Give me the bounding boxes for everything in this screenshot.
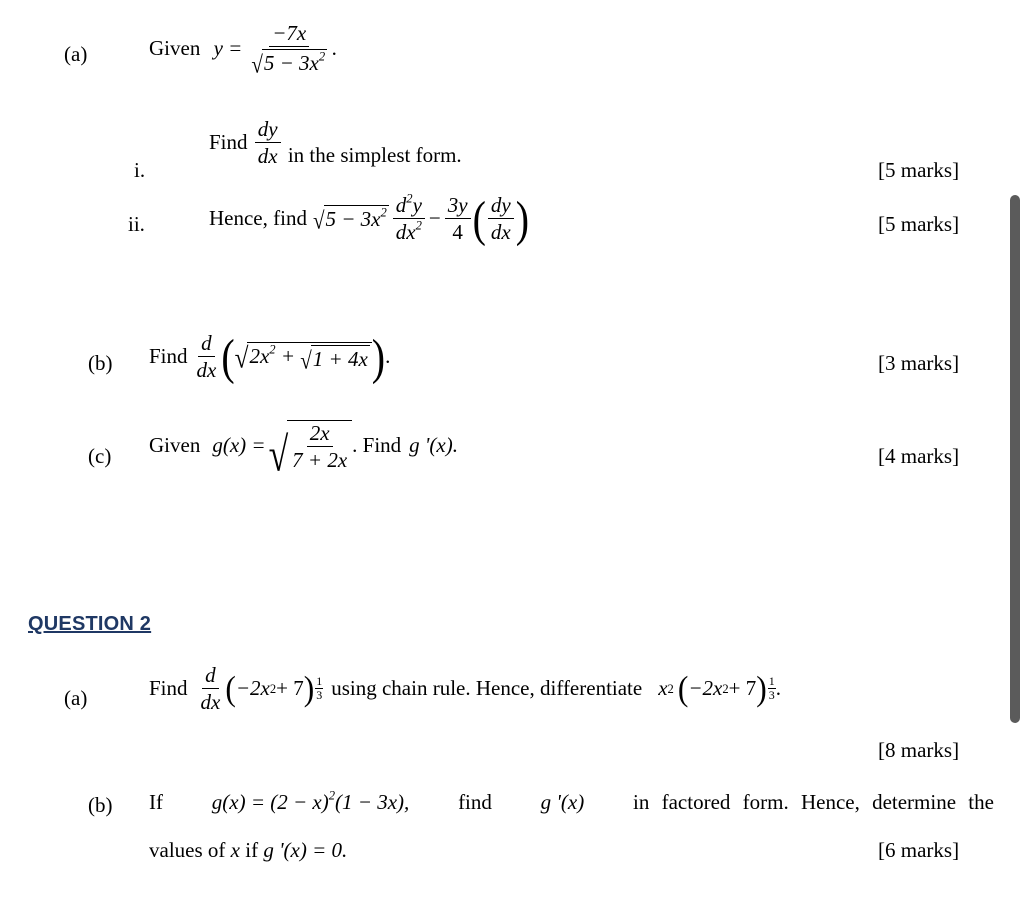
gprime-q2b: g '(x) xyxy=(540,790,585,814)
three-y: 3y xyxy=(445,194,471,219)
part-c-marks: [4 marks] xyxy=(878,444,960,468)
q2a-middle: using chain rule. Hence, differentiate xyxy=(331,676,643,701)
y-equals: y = xyxy=(213,36,243,61)
part-c-text: Given g(x) = √ $\frac{2x}{7 + 2x}$ . Find g '(x). xyxy=(149,421,458,482)
radicand-ii: 5 − 3x xyxy=(325,207,381,232)
radicand: 5 − 3x xyxy=(263,51,319,76)
sub-i-text xyxy=(209,118,462,167)
c-den: 7 + 2x xyxy=(292,448,348,473)
inner1: 2x xyxy=(249,343,270,368)
part-b-text: Find $\frac{d}{dx}$ ( √ $2x^2$ + √ 1 + 4x ) . xyxy=(149,327,391,385)
part-b-marks: [3 marks] xyxy=(878,351,960,375)
part-c-label: (c) xyxy=(88,444,112,468)
part-b-label: (b) xyxy=(88,351,113,375)
find-b: Find xyxy=(149,344,188,369)
values-of: values of xyxy=(149,838,226,862)
d2y: y xyxy=(412,193,422,217)
dy: dy xyxy=(255,118,281,143)
period: . xyxy=(332,36,338,61)
hence-find: Hence, find xyxy=(209,206,307,231)
period-q2a: . xyxy=(775,676,781,701)
dy-ii: dy xyxy=(488,194,514,219)
x-var: x xyxy=(230,838,240,862)
exp-den-2: 3 xyxy=(768,688,775,703)
find-word: Find xyxy=(209,130,248,155)
part-a-given-line: Given y = −7x √ $5 - 3x^2$ . xyxy=(149,21,338,79)
four: 4 xyxy=(452,220,463,245)
dx-b: dx xyxy=(196,358,217,383)
given-c: Given xyxy=(149,433,201,458)
sub-i-rest: in the simplest form. xyxy=(287,143,462,168)
q2a-marks: [8 marks] xyxy=(878,738,960,762)
vertical-scrollbar[interactable] xyxy=(1010,195,1020,723)
given-word: Given xyxy=(149,36,201,61)
sub-i-marks: [5 marks] xyxy=(878,158,960,182)
condition: g '(x) = 0. xyxy=(263,838,348,862)
dx: dx xyxy=(257,144,278,169)
x-squared: x xyxy=(658,676,668,701)
exp-den: 3 xyxy=(316,688,323,703)
sub-ii-text: Hence, find √ $5 - 3x^2$ $\frac{d^2y}{dx^2}$ − $\frac{3y}{4}$ ( $\frac{dy}{dx}$ ) xyxy=(209,189,530,247)
dx-ii: dx xyxy=(490,220,511,245)
expr-q2a: −2x xyxy=(235,676,270,701)
period-b: . xyxy=(385,344,391,369)
question-2-heading: QUESTION 2 xyxy=(28,613,152,635)
d-b: d xyxy=(198,332,215,357)
d-q2a: d xyxy=(202,664,219,689)
g-prime-c: g '(x). xyxy=(409,433,458,458)
exp-num-2: 1 xyxy=(768,673,775,688)
if-word: If xyxy=(149,790,163,814)
expr-rest: + 7 xyxy=(276,676,304,701)
exp-num: 1 xyxy=(316,673,323,688)
q2b-line1: If $g(x) = (2 - x)^2(1 - 3x)$, find g '(x) in factored form. Hence, determine the xyxy=(149,788,994,814)
gx-rest: (1 − 3x), xyxy=(335,790,410,814)
fraction-numerator: −7x xyxy=(269,22,309,47)
q2b-label: (b) xyxy=(88,793,113,817)
q2b-line2 xyxy=(149,838,347,863)
gx-q2b: g(x) = (2 − x) xyxy=(211,790,329,814)
find-c: . Find xyxy=(352,433,402,458)
c-num: 2x xyxy=(307,422,333,447)
sub-ii-label: ii. xyxy=(128,212,145,236)
find-q2a: Find xyxy=(149,676,188,701)
plus: + xyxy=(275,343,301,368)
q2b-marks: [6 marks] xyxy=(878,838,960,862)
q2a-text: Find $\frac{d}{dx}$ ( −2x 2 + 7 ) $\frac{1}{3}$ using chain rule. Hence, differentiate x 2 ( −2x 2 + 7 ) $\frac{1}{3}$ . xyxy=(149,663,781,715)
part-a-label: (a) xyxy=(64,42,88,66)
q2a-label: (a) xyxy=(64,686,88,710)
dx2: dx xyxy=(395,220,416,245)
find-q2b: find xyxy=(458,790,492,814)
dx-q2a: dx xyxy=(200,690,221,715)
if-q2b: if xyxy=(245,838,259,862)
minus: − xyxy=(428,206,441,231)
expr2-rest: + 7 xyxy=(728,676,757,701)
g-of-x: g(x) = xyxy=(212,433,266,458)
sub-ii-marks: [5 marks] xyxy=(878,212,960,236)
inner2: 1 + 4x xyxy=(312,347,368,372)
expr2: −2x xyxy=(688,676,723,701)
q2b-rest1: in factored form. Hence, determine the xyxy=(633,790,994,814)
sub-i-label: i. xyxy=(134,158,146,182)
